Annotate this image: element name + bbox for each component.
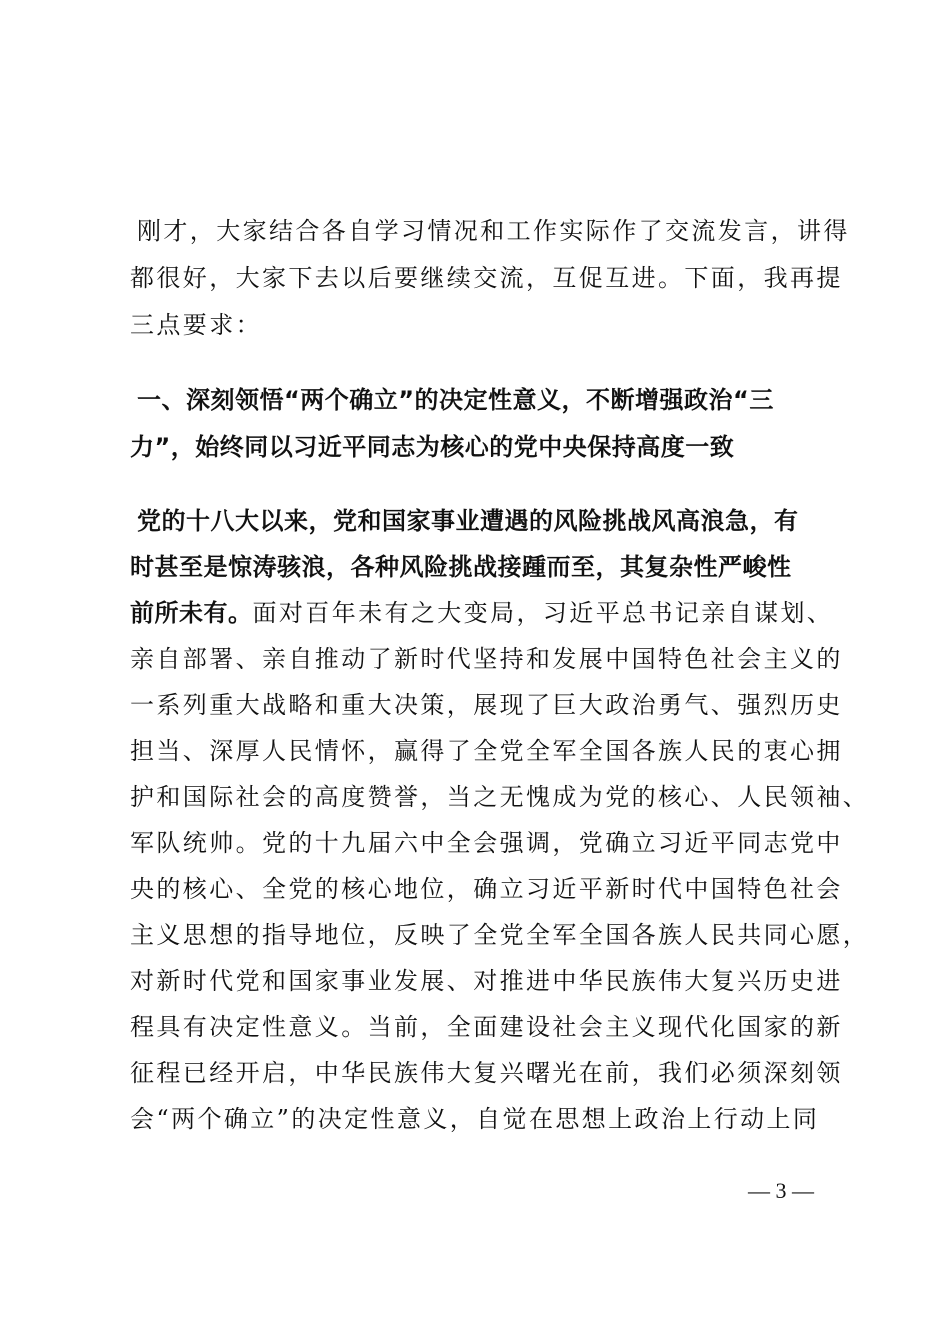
paragraph-2-line-13: 征程已经开启，中华民族伟大复兴曙光在前，我们必须深刻领	[130, 1059, 843, 1087]
page-number: — 3 —	[748, 1178, 814, 1203]
paragraph-1-line-2: 都很好，大家下去以后要继续交流，互促互进。下面，我再提	[130, 264, 843, 292]
paragraph-2-rest-run: 面对百年未有之大变局，习近平总书记亲自谋划、	[252, 599, 834, 627]
section-heading-line-2: 力”，始终同以习近平同志为核心的党中央保持高度一致	[130, 433, 735, 461]
paragraph-2-line-5: 一系列重大战略和重大决策，展现了巨大政治勇气、强烈历史	[130, 691, 843, 719]
paragraph-2-line-2: 时甚至是惊涛骇浪，各种风险挑战接踵而至，其复杂性严峻性	[130, 553, 792, 581]
paragraph-2-line-14: 会“两个确立”的决定性意义，自觉在思想上政治上行动上同	[130, 1105, 820, 1133]
paragraph-2-line-4: 亲自部署、亲自推动了新时代坚持和发展中国特色社会主义的	[130, 645, 843, 673]
paragraph-2-line-8: 军队统帅。党的十九届六中全会强调，党确立习近平同志党中	[130, 829, 843, 857]
paragraph-1-line-3: 三点要求：	[130, 311, 262, 339]
paragraph-2-line-1: 党的十八大以来，党和国家事业遭遇的风险挑战风高浪急，有	[137, 507, 799, 535]
paragraph-2-line-11: 对新时代党和国家事业发展、对推进中华民族伟大复兴历史进	[130, 967, 843, 995]
paragraph-2-line-12: 程具有决定性意义。当前，全面建设社会主义现代化国家的新	[130, 1013, 843, 1041]
paragraph-2-line-9: 央的核心、全党的核心地位，确立习近平新时代中国特色社会	[130, 875, 843, 903]
paragraph-2-bold-run: 前所未有。	[130, 599, 253, 627]
paragraph-2-line-3	[130, 596, 834, 630]
paragraph-2-line-10: 主义思想的指导地位，反映了全党全军全国各族人民共同心愿，	[130, 921, 870, 949]
paragraph-2-line-7: 护和国际社会的高度赞誉，当之无愧成为党的核心、人民领袖、	[130, 783, 870, 811]
paragraph-1-line-1: 刚才，大家结合各自学习情况和工作实际作了交流发言，讲得	[137, 217, 850, 245]
section-heading-line-1: 一、深刻领悟“两个确立”的决定性意义，不断增强政治“三	[137, 386, 774, 414]
paragraph-2-line-6: 担当、深厚人民情怀，赢得了全党全军全国各族人民的衷心拥	[130, 737, 843, 765]
